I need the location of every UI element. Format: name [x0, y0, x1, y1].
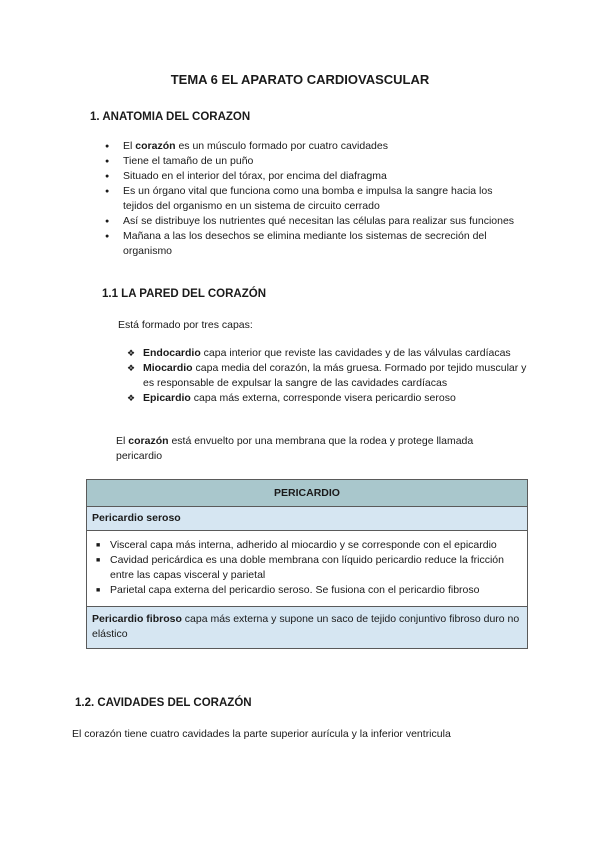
list-item: ● El corazón es un músculo formado por cuatro cavidades [105, 139, 525, 154]
list-item: ● Mañana a las los desechos se elimina mediante los sistemas de secreción del organismo [105, 229, 525, 259]
list-item: ❖ Epicardio capa más externa, corresponde visera pericardio seroso [125, 391, 530, 406]
list-item: ■ Visceral capa más interna, adherido al miocardio y se corresponde con el epicardio [96, 538, 522, 553]
cavidades-text: El corazón tiene cuatro cavidades la parte superior aurícula y la inferior ventricula [72, 728, 451, 740]
section-heading-anatomia: 1. ANATOMIA DEL CORAZON [90, 111, 251, 123]
list-item: ● Es un órgano vital que funciona como una bomba e impulsa la sangre hacia los tejidos del organismo en un sistema de circuito cerrado [105, 184, 525, 214]
list-item: ❖ Endocardio capa interior que reviste las cavidades y de las válvulas cardíacas [125, 346, 530, 361]
pericardio-table [86, 479, 528, 649]
list-item: ❖ Miocardio capa media del corazón, la más gruesa. Formado por tejido muscular y es responsable de expulsar la sangre de las cavidades cardíacas [125, 361, 530, 391]
section-heading-cavidades: 1.2. CAVIDADES DEL CORAZÓN [75, 697, 252, 709]
section-heading-pared: 1.1 LA PARED DEL CORAZÓN [102, 288, 266, 300]
pericardio-note: El corazón está envuelto por una membrana que la rodea y protege llamada pericardio [116, 435, 474, 462]
document-title: TEMA 6 EL APARATO CARDIOVASCULAR [170, 72, 430, 87]
serous-items-list [96, 538, 522, 598]
fibrous-cell: Pericardio fibroso capa más externa y supone un saco de tejido conjuntivo fibroso duro no elástico [87, 607, 528, 649]
list-item: ● Situado en el interior del tórax, por encima del diafragma [105, 169, 525, 184]
layers-list [125, 346, 530, 406]
list-item: ■ Parietal capa externa del pericardio seroso. Se fusiona con el pericardio fibroso [96, 583, 522, 598]
table-header: PERICARDIO [87, 480, 528, 507]
list-item: ● Tiene el tamaño de un puño [105, 154, 525, 169]
serous-items-cell [87, 531, 528, 607]
list-item: ■ Cavidad pericárdica es una doble membrana con líquido pericardio reduce la fricción entre las capas visceral y parietal [96, 553, 522, 583]
serous-label: Pericardio seroso [87, 507, 528, 531]
anatomia-bullet-list [105, 139, 525, 259]
pared-intro-text: Está formado por tres capas: [118, 319, 253, 331]
list-item: ● Así se distribuye los nutrientes qué necesitan las células para realizar sus funciones [105, 214, 525, 229]
